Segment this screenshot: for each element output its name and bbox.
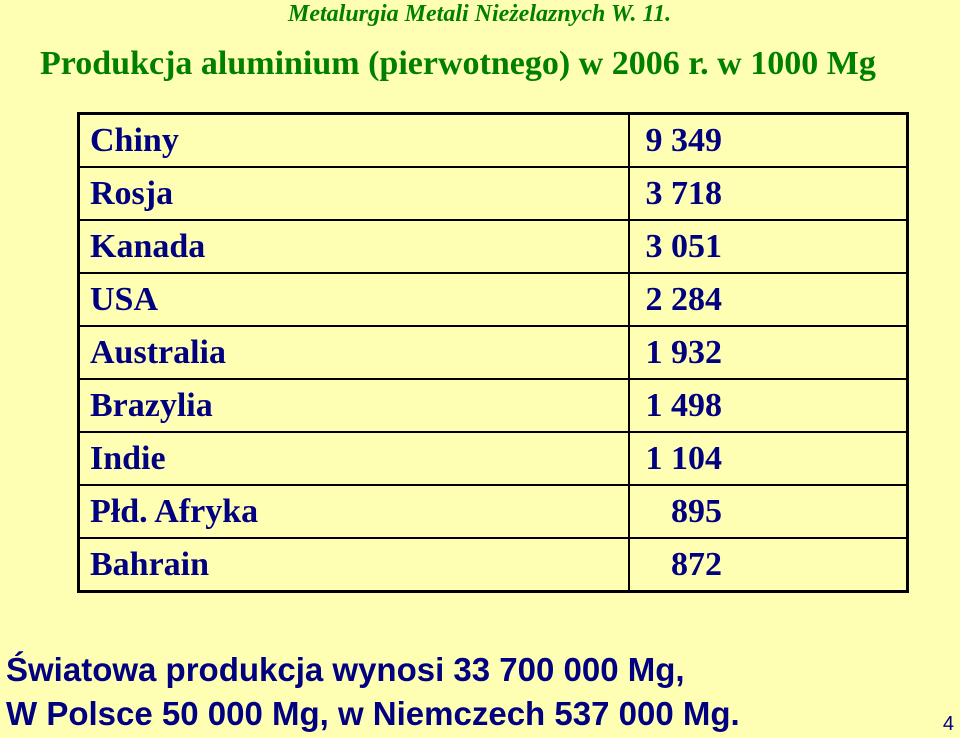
value-cell bbox=[629, 538, 908, 592]
value-text: 3 718 bbox=[645, 174, 722, 212]
value-text: 3 051 bbox=[645, 227, 722, 265]
value-cell bbox=[629, 379, 908, 432]
table-row bbox=[79, 538, 908, 592]
value-cell bbox=[629, 432, 908, 485]
country-cell: Indie bbox=[79, 432, 630, 485]
footer-summary bbox=[6, 648, 740, 736]
value-text: 872 bbox=[671, 545, 722, 583]
country-cell: Brazylia bbox=[79, 379, 630, 432]
table-row bbox=[79, 379, 908, 432]
value-cell bbox=[629, 485, 908, 538]
value-text: 9 349 bbox=[645, 121, 722, 159]
table-row bbox=[79, 114, 908, 168]
slide-title: Produkcja aluminium (pierwotnego) w 2006 r. w 1000 Mg bbox=[40, 45, 876, 82]
value-text: 1 932 bbox=[645, 333, 722, 371]
footer-line-world: Światowa produkcja wynosi 33 700 000 Mg, bbox=[6, 651, 685, 688]
value-cell bbox=[629, 326, 908, 379]
country-cell: Australia bbox=[79, 326, 630, 379]
country-cell: Kanada bbox=[79, 220, 630, 273]
country-cell: Bahrain bbox=[79, 538, 630, 592]
course-header: Metalurgia Metali Nieżelaznych W. 11. bbox=[288, 1, 672, 27]
production-table bbox=[77, 112, 909, 593]
page-number: 4 bbox=[942, 713, 954, 735]
value-text: 1 104 bbox=[645, 439, 722, 477]
table-row bbox=[79, 220, 908, 273]
footer-line-poland-germany: W Polsce 50 000 Mg, w Niemczech 537 000 Mg. bbox=[6, 695, 740, 732]
table-row bbox=[79, 485, 908, 538]
country-cell: Chiny bbox=[79, 114, 630, 168]
value-cell bbox=[629, 114, 908, 168]
table-row bbox=[79, 326, 908, 379]
value-text: 895 bbox=[671, 492, 722, 530]
table-row bbox=[79, 167, 908, 220]
value-text: 1 498 bbox=[645, 386, 722, 424]
value-cell bbox=[629, 273, 908, 326]
table-row bbox=[79, 273, 908, 326]
country-cell: Rosja bbox=[79, 167, 630, 220]
value-cell bbox=[629, 220, 908, 273]
value-cell bbox=[629, 167, 908, 220]
country-cell: USA bbox=[79, 273, 630, 326]
country-cell: Płd. Afryka bbox=[79, 485, 630, 538]
table-row bbox=[79, 432, 908, 485]
value-text: 2 284 bbox=[645, 280, 722, 318]
